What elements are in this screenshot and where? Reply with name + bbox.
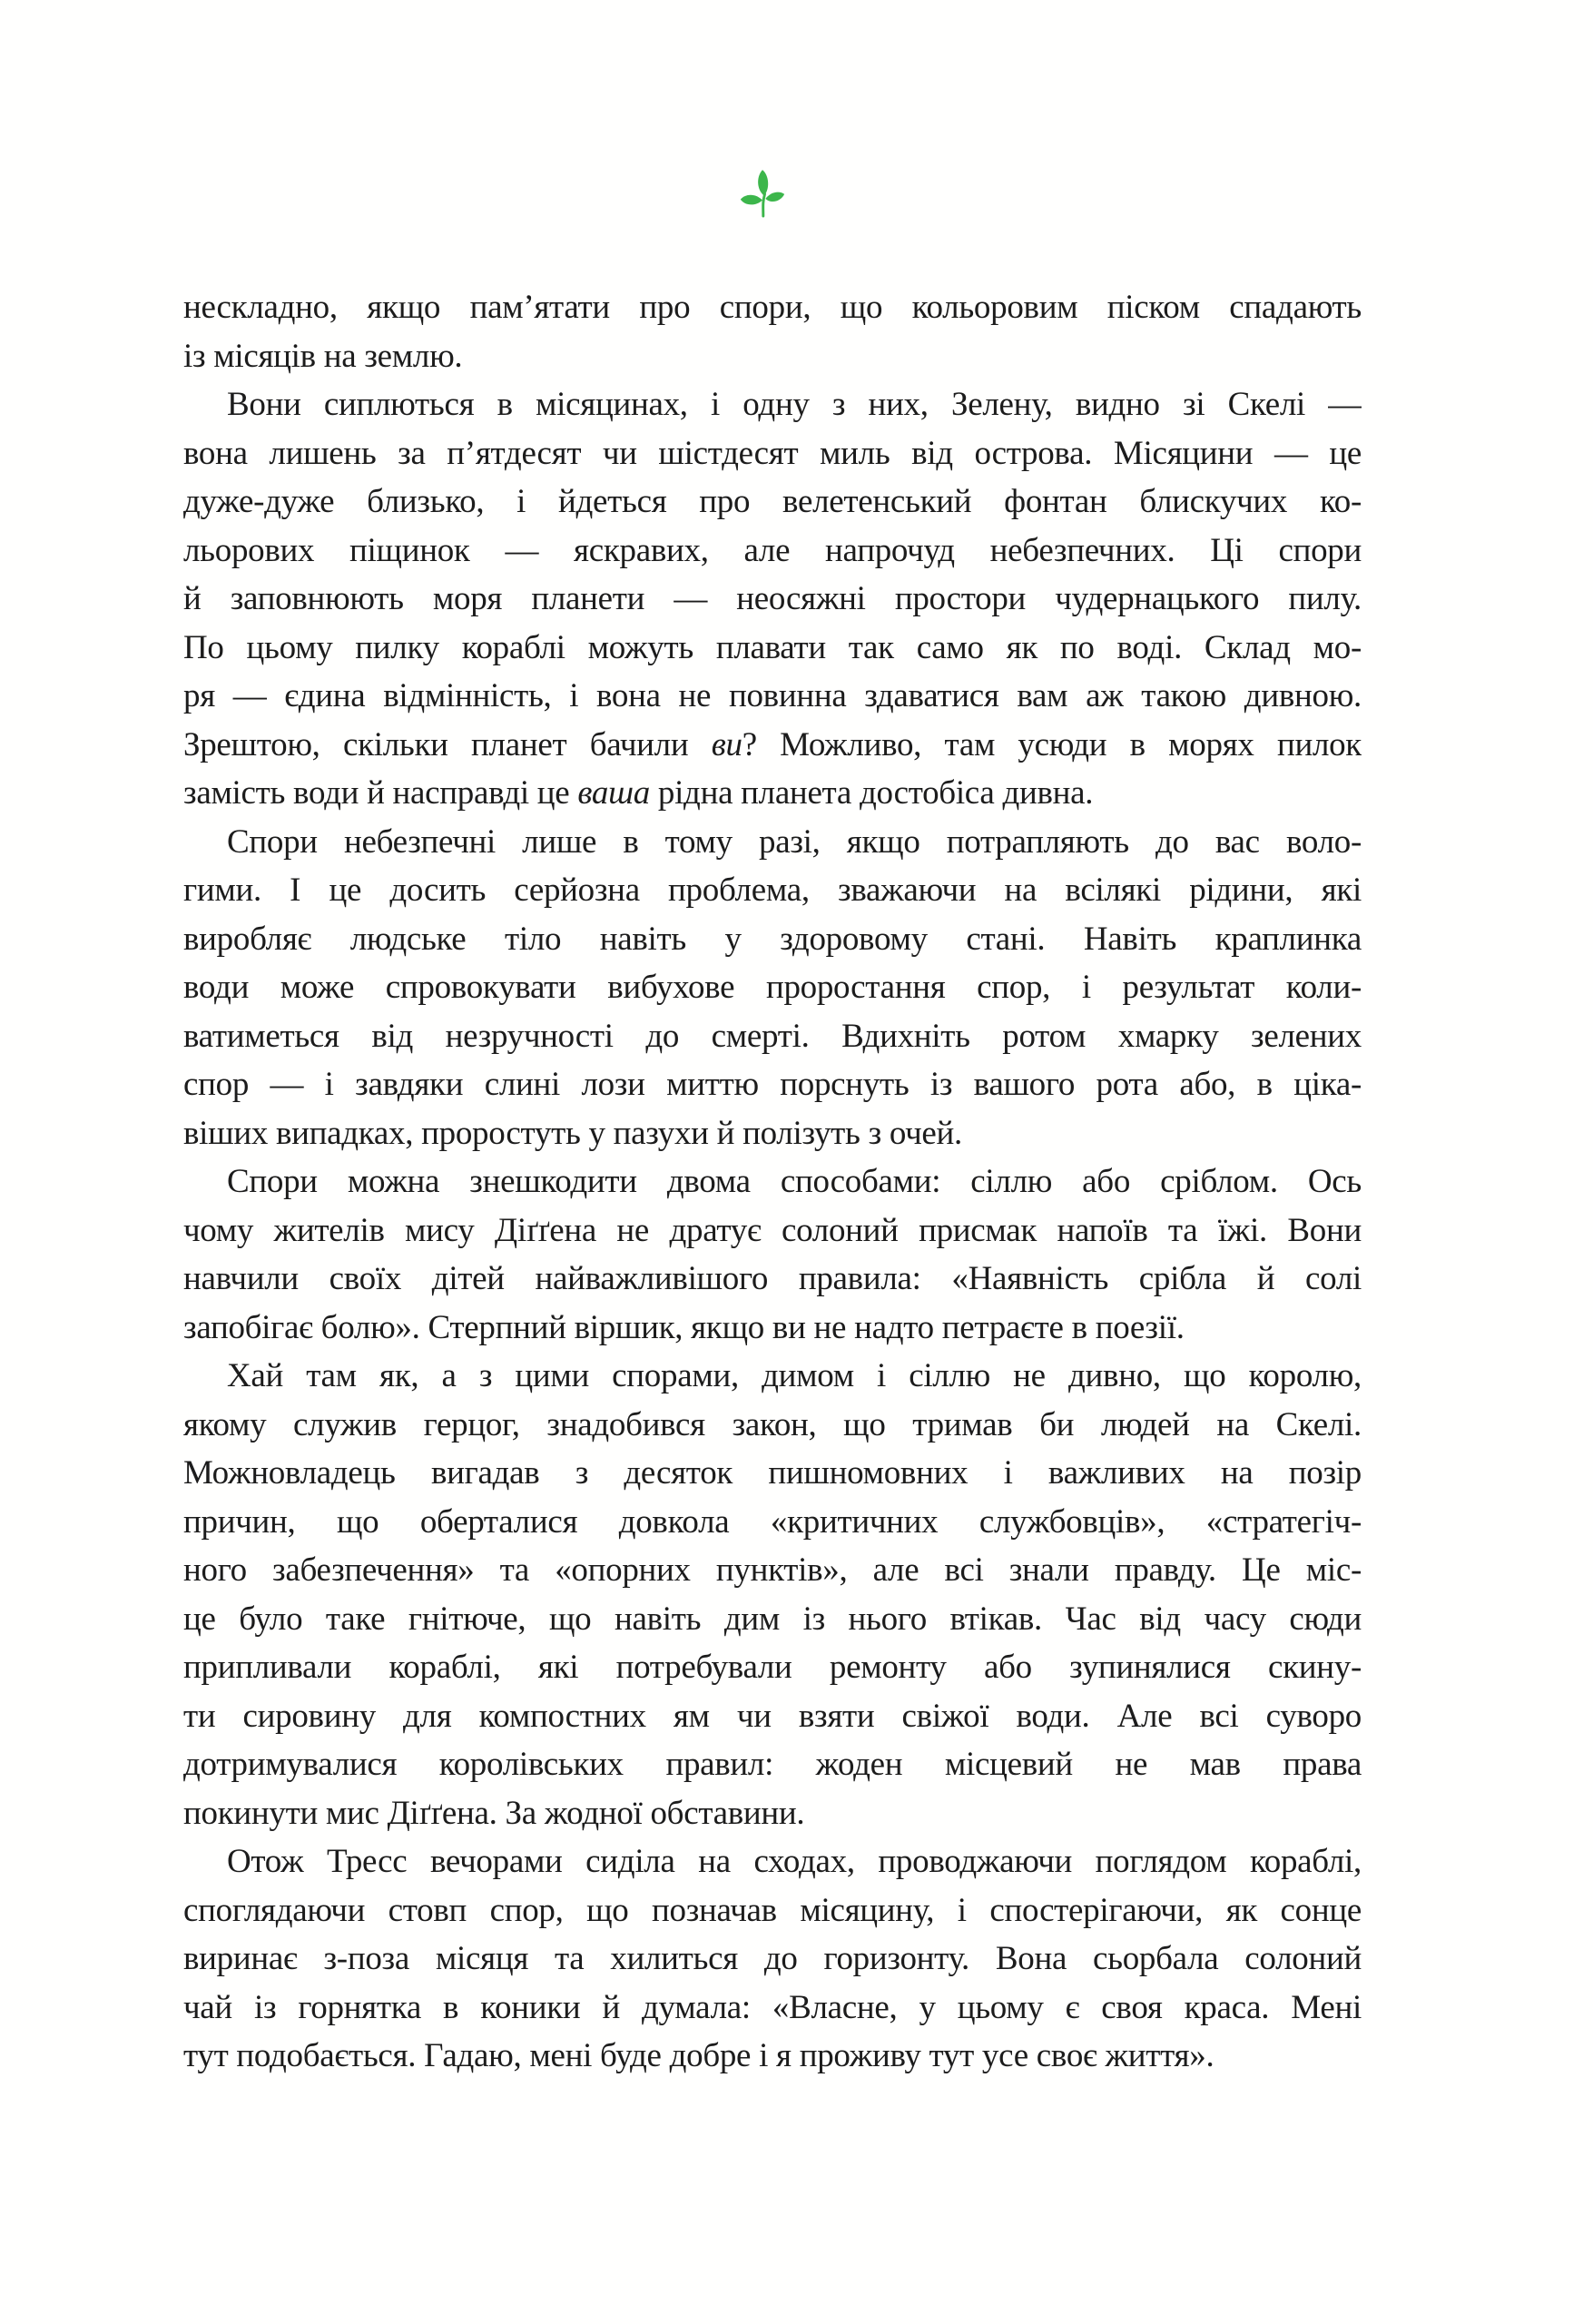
sprout-leaf-ornament-icon [740, 169, 785, 218]
text-segment: чому жителів мису Діґґена не дратує солоний присмак напоїв та їжі. Вони [183, 1211, 1362, 1249]
text-segment: й заповнюють моря планети — неосяжні простори чудернацького пилу. [183, 580, 1362, 617]
text-segment: це було таке гнітюче, що навіть дим із нього втікав. Час від часу сюди [183, 1600, 1362, 1638]
text-segment: замість води й насправді це [183, 774, 578, 812]
text-line [183, 1012, 1362, 1061]
text-segment: припливали кораблі, які потребували ремонту або зупинялися скину- [183, 1649, 1362, 1686]
text-line [183, 1401, 1362, 1450]
paragraph [183, 818, 1362, 1158]
italic-text-segment: ваша [577, 774, 650, 812]
text-segment: причин, що оберталися довкола «критичних службовців», «стратегіч- [183, 1502, 1362, 1541]
text-segment: ? Можливо, там усюди в морях пилок [742, 725, 1362, 763]
text-line [183, 575, 1362, 624]
paragraph [183, 1837, 1362, 2081]
text-segment: спор — і завдяки слині лози миттю порснуть із вашого рота або, в ціка- [183, 1066, 1362, 1103]
text-line [183, 1352, 1362, 1401]
text-line [183, 332, 1362, 381]
text-line [183, 478, 1362, 527]
text-line [183, 1740, 1362, 1789]
text-segment: ного забезпечення» та «опорних пунктів», але всі знали правду. Це міс- [183, 1551, 1362, 1589]
text-segment: Спори небезпечні лише в тому разі, якщо потрапляють до вас воло- [227, 822, 1362, 861]
text-line [183, 283, 1362, 332]
text-segment: По цьому пилку кораблі можуть плавати так само як по воді. Склад мо- [183, 628, 1362, 666]
paragraph [183, 380, 1362, 818]
paragraph [183, 1352, 1362, 1837]
text-line [183, 963, 1362, 1012]
text-line [183, 1157, 1362, 1206]
paragraph [183, 1157, 1362, 1352]
text-segment: чай із горнятка в коники й думала: «Власне, у цьому є своя краса. Мені [183, 1988, 1362, 2026]
text-line [183, 1837, 1362, 1886]
text-segment: дотримувалися королівських правил: жоден місцевий не мав права [183, 1746, 1362, 1783]
paragraph [183, 283, 1362, 380]
text-segment: віших випадках, проростуть у пазухи й полізуть з очей. [183, 1114, 962, 1152]
text-segment: ватиметься від незручності до смерті. Вдихніть ротом хмарку зелених [183, 1017, 1362, 1055]
text-segment: запобігає болю». Стерпний віршик, якщо ви не надто петраєте в поезії. [183, 1308, 1185, 1346]
text-segment: ря — єдина відмінність, і вона не повинна здаватися вам аж такою дивною. [183, 677, 1362, 714]
text-segment: вона лишень за п’ятдесят чи шістдесят миль від острова. Місяцини — це [183, 434, 1362, 472]
text-line [183, 1060, 1362, 1109]
text-segment: води може спровокувати вибухове проростання спор, і результат коли- [183, 969, 1362, 1006]
text-line [183, 818, 1362, 867]
text-line [183, 1984, 1362, 2033]
text-segment: нескладно, якщо пам’ятати про спори, що кольоровим піском спадають [183, 289, 1362, 326]
text-segment: навчили своїх дітей найважливішого правила: «Наявність срібла й солі [183, 1260, 1362, 1297]
text-line [183, 1935, 1362, 1984]
text-line [183, 1206, 1362, 1256]
text-line [183, 1304, 1362, 1353]
text-line [183, 1498, 1362, 1547]
text-segment: із місяців на землю. [183, 337, 463, 375]
text-line [183, 1789, 1362, 1838]
text-segment: дуже-дуже близько, і йдеться про велетенський фонтан блискучих ко- [183, 483, 1362, 520]
text-segment: Хай там як, а з цими спорами, димом і сіллю не дивно, що королю, [227, 1357, 1362, 1394]
text-segment: споглядаючи стовп спор, що позначав місяцину, і спостерігаючи, як сонце [183, 1891, 1362, 1929]
text-line [183, 624, 1362, 673]
text-line [183, 866, 1362, 915]
text-segment: гими. І це досить серйозна проблема, зважаючи на всілякі рідини, які [183, 872, 1362, 909]
text-segment: рідна планета достобіса дивна. [649, 774, 1094, 812]
book-page-text [183, 283, 1362, 2081]
text-line [183, 1449, 1362, 1498]
text-segment: тут подобається. Гадаю, мені буде добре і я проживу тут усе своє життя». [183, 2037, 1214, 2074]
text-line [183, 1886, 1362, 1935]
text-segment: Отож Тресс вечорами сиділа на сходах, проводжаючи поглядом кораблі, [227, 1843, 1362, 1880]
text-segment: Спори можна знешкодити двома способами: сіллю або сріблом. Ось [227, 1163, 1362, 1200]
text-segment: льорових піщинок — яскравих, але напрочуд небезпечних. Ці спори [183, 531, 1362, 569]
text-line [183, 1692, 1362, 1741]
text-line [183, 1546, 1362, 1595]
text-line [183, 527, 1362, 576]
italic-text-segment: ви [711, 725, 742, 763]
text-segment: Зрештою, скільки планет бачили [183, 725, 712, 763]
text-line [183, 721, 1362, 770]
text-line [183, 1109, 1362, 1158]
text-segment: покинути мис Діґґена. За жодної обставини. [183, 1794, 805, 1832]
text-segment: ти сировину для компостних ям чи взяти свіжої води. Але всі суворо [183, 1697, 1362, 1735]
text-line [183, 1595, 1362, 1644]
text-line [183, 672, 1362, 721]
text-segment: виробляє людське тіло навіть у здоровому стані. Навіть краплинка [183, 920, 1362, 958]
text-line [183, 380, 1362, 429]
text-line [183, 429, 1362, 478]
text-line [183, 915, 1362, 964]
text-line [183, 1643, 1362, 1692]
text-segment: Вони сиплються в місяцинах, і одну з них, Зелену, видно зі Скелі — [227, 386, 1362, 423]
text-segment: виринає з-поза місяця та хилиться до горизонту. Вона сьорбала солоний [183, 1940, 1362, 1977]
text-segment: якому служив герцог, знадобився закон, що тримав би людей на Скелі. [183, 1405, 1362, 1443]
text-line [183, 769, 1362, 818]
text-line [183, 2032, 1362, 2081]
text-segment: Можновладець вигадав з десяток пишномовних і важливих на позір [183, 1454, 1362, 1492]
text-line [183, 1255, 1362, 1304]
